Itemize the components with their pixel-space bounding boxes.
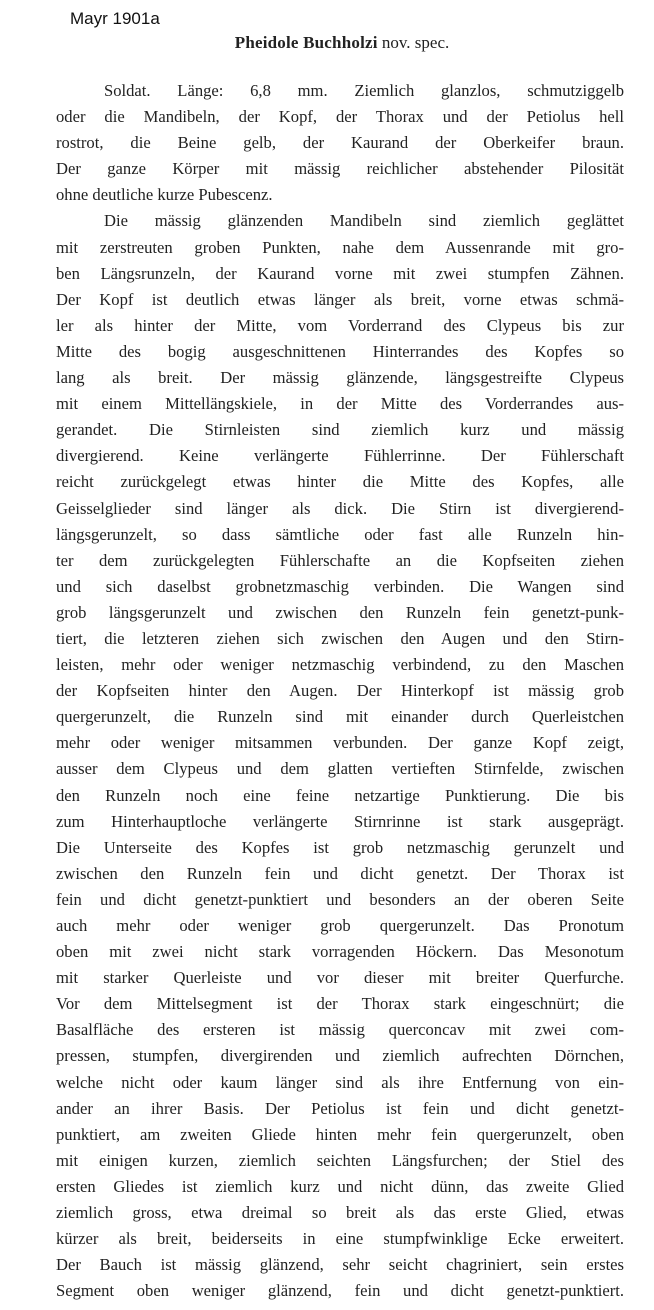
text-line: mit starker Querleiste und vor dieser mit breiter Querfurche.: [56, 968, 624, 988]
text-line: grob längsgerunzelt und zwischen den Runzeln fein genetzt-punk-: [56, 602, 624, 622]
text-line: Die Unterseite des Kopfes ist grob netzmaschig gerunzelt und: [56, 837, 624, 857]
text-line: Geisselglieder sind länger als dick. Die Stirn ist divergierend-: [56, 498, 624, 518]
text-line: Segment oben weniger glänzend, fein und dicht genetzt-punktiert.: [56, 1281, 624, 1301]
species-name: Pheidole Buchholzi: [234, 33, 378, 52]
text-line: Der ganze Körper mit mässig reichlicher abstehender Pilosität: [56, 159, 624, 179]
text-line: Vor dem Mittelsegment ist der Thorax stark eingeschnürt; die: [56, 994, 624, 1014]
text-line: fein und dicht genetzt-punktiert und besonders an der oberen Seite: [56, 889, 624, 909]
text-line: oder die Mandibeln, der Kopf, der Thorax und der Petiolus hell: [56, 107, 624, 127]
text-line: mit einem Mittellängskiele, in der Mitte des Vorderrandes aus-: [56, 394, 624, 414]
text-line: mit einigen kurzen, ziemlich seichten Längsfurchen; der Stiel des: [56, 1150, 624, 1170]
text-line: ander an ihrer Basis. Der Petiolus ist fein und dicht genetzt-: [56, 1098, 624, 1118]
text-line: ziemlich gross, etwa dreimal so breit als das erste Glied, etwas: [56, 1203, 624, 1223]
text-line: quergerunzelt, die Runzeln sind mit einander durch Querleistchen: [56, 707, 624, 727]
text-line: reicht zurückgelegt etwas hinter die Mitte des Kopfes, alle: [56, 472, 624, 492]
text-line: gerandet. Die Stirnleisten sind ziemlich kurz und mässig: [56, 420, 624, 440]
text-line: Der Kopf ist deutlich etwas länger als breit, vorne etwas schmä-: [56, 289, 624, 309]
text-line: auch mehr oder weniger grob quergerunzelt. Das Pronotum: [56, 916, 624, 935]
text-line: divergierend. Keine verlängerte Fühlerrinne. Der Fühlerschaft: [56, 446, 624, 466]
text-line: der Kopfseiten hinter den Augen. Der Hinterkopf ist mässig grob: [56, 681, 624, 701]
text-line: ler als hinter der Mitte, vom Vorderrand des Clypeus bis zur: [56, 315, 624, 335]
text-line: ohne deutliche kurze Pubescenz.: [56, 185, 273, 205]
text-line: ter dem zurückgelegten Fühlerschafte an die Kopfseiten ziehen: [56, 550, 624, 570]
text-line: Basalfläche des ersteren ist mässig querconcav mit zwei com-: [56, 1020, 624, 1040]
text-line: Soldat. Länge: 6,8 mm. Ziemlich glanzlos, schmutziggelb: [104, 81, 624, 100]
text-line: zum Hinterhauptloche verlängerte Stirnrinne ist stark ausgeprägt.: [56, 811, 624, 831]
text-line: leisten, mehr oder weniger netzmaschig verbindend, zu den Maschen: [56, 655, 624, 675]
text-line: Mitte des bogig ausgeschnittenen Hinterrandes des Kopfes so: [56, 341, 624, 361]
text-line: und sich daselbst grobnetzmaschig verbinden. Die Wangen sind: [56, 576, 624, 596]
text-line: tiert, die letzteren ziehen sich zwischen den Augen und den Stirn-: [56, 628, 624, 648]
text-line: welche nicht oder kaum länger sind als ihre Entfernung von ein-: [56, 1072, 624, 1092]
text-line: mehr oder weniger mitsammen verbunden. Der ganze Kopf zeigt,: [56, 733, 624, 753]
text-line: den Runzeln noch eine feine netzartige Punktierung. Die bis: [56, 785, 624, 805]
species-title: [0, 33, 654, 53]
text-line: Die mässig glänzenden Mandibeln sind ziemlich geglättet: [104, 211, 624, 231]
text-line: rostrot, die Beine gelb, der Kaurand der Oberkeifer braun.: [56, 133, 624, 153]
text-line: lang als breit. Der mässig glänzende, längsgestreifte Clypeus: [56, 368, 624, 388]
text-line: kürzer als breit, beiderseits in eine stumpfwinklige Ecke erweitert.: [56, 1229, 624, 1249]
reference-tag: Mayr 1901a: [70, 9, 160, 28]
text-line: mit zerstreuten groben Punkten, nahe dem Aussenrande mit gro-: [56, 237, 624, 257]
text-line: ben Längsrunzeln, der Kaurand vorne mit zwei stumpfen Zähnen.: [56, 263, 624, 283]
text-line: längsgerunzelt, so dass sämtliche oder fast alle Runzeln hin-: [56, 524, 624, 544]
text-line: oben mit zwei nicht stark vorragenden Höckern. Das Mesonotum: [56, 942, 624, 962]
text-line: Der Bauch ist mässig glänzend, sehr seicht chagriniert, sein erstes: [56, 1255, 624, 1275]
text-line: zwischen den Runzeln fein und dicht genetzt. Der Thorax ist: [56, 863, 624, 883]
description-text: [56, 78, 624, 1304]
text-line: punktiert, am zweiten Gliede hinten mehr fein quergerunzelt, oben: [56, 1124, 624, 1144]
text-line: ersten Gliedes ist ziemlich kurz und nicht dünn, das zweite Glied: [56, 1176, 624, 1196]
species-suffix: nov. spec.: [381, 33, 450, 52]
text-line: ausser dem Clypeus und dem glatten vertieften Stirnfelde, zwischen: [56, 759, 624, 779]
text-line: pressen, stumpfen, divergirenden und ziemlich aufrechten Dörnchen,: [56, 1046, 624, 1066]
